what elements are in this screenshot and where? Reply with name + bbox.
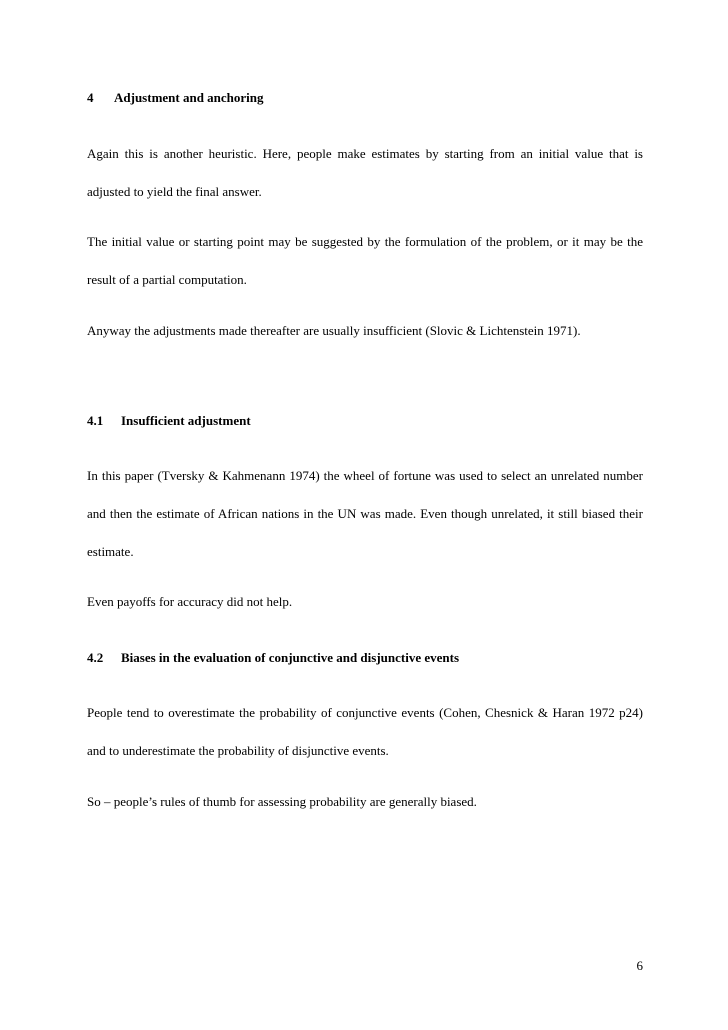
section-title: Biases in the evaluation of conjunctive and disjunctive events [121, 650, 460, 665]
paragraph: Again this is another heuristic. Here, people make estimates by starting from an initial value that is adjusted to yield the final answer. [87, 146, 643, 199]
section-number: 4.2 [87, 650, 104, 665]
section-heading-4 [87, 89, 264, 106]
paragraph: Anyway the adjustments made thereafter are usually insufficient (Slovic & Lichtenstein 1971). [87, 323, 581, 338]
page-number: 6 [636, 958, 643, 973]
section-number: 4.1 [87, 413, 104, 428]
section-title: Adjustment and anchoring [114, 90, 264, 105]
section-number: 4 [87, 90, 94, 105]
paragraph: In this paper (Tversky & Kahmenann 1974) the wheel of fortune was used to select an unrelated number and then the estimate of African nations in the UN was made. Even though unrelated, it still biased their estimate. [87, 468, 643, 559]
paragraph: So – people’s rules of thumb for assessing probability are generally biased. [87, 794, 477, 809]
paragraph: The initial value or starting point may be suggested by the formulation of the problem, or it may be the result of a partial computation. [87, 234, 643, 287]
section-title: Insufficient adjustment [121, 413, 251, 428]
section-heading-4-2 [87, 649, 459, 666]
paragraph: Even payoffs for accuracy did not help. [87, 594, 293, 609]
paragraph: People tend to overestimate the probability of conjunctive events (Cohen, Chesnick & Haran 1972 p24) and to underestimate the probability of disjunctive events. [87, 705, 643, 758]
section-heading-4-1 [87, 412, 251, 429]
